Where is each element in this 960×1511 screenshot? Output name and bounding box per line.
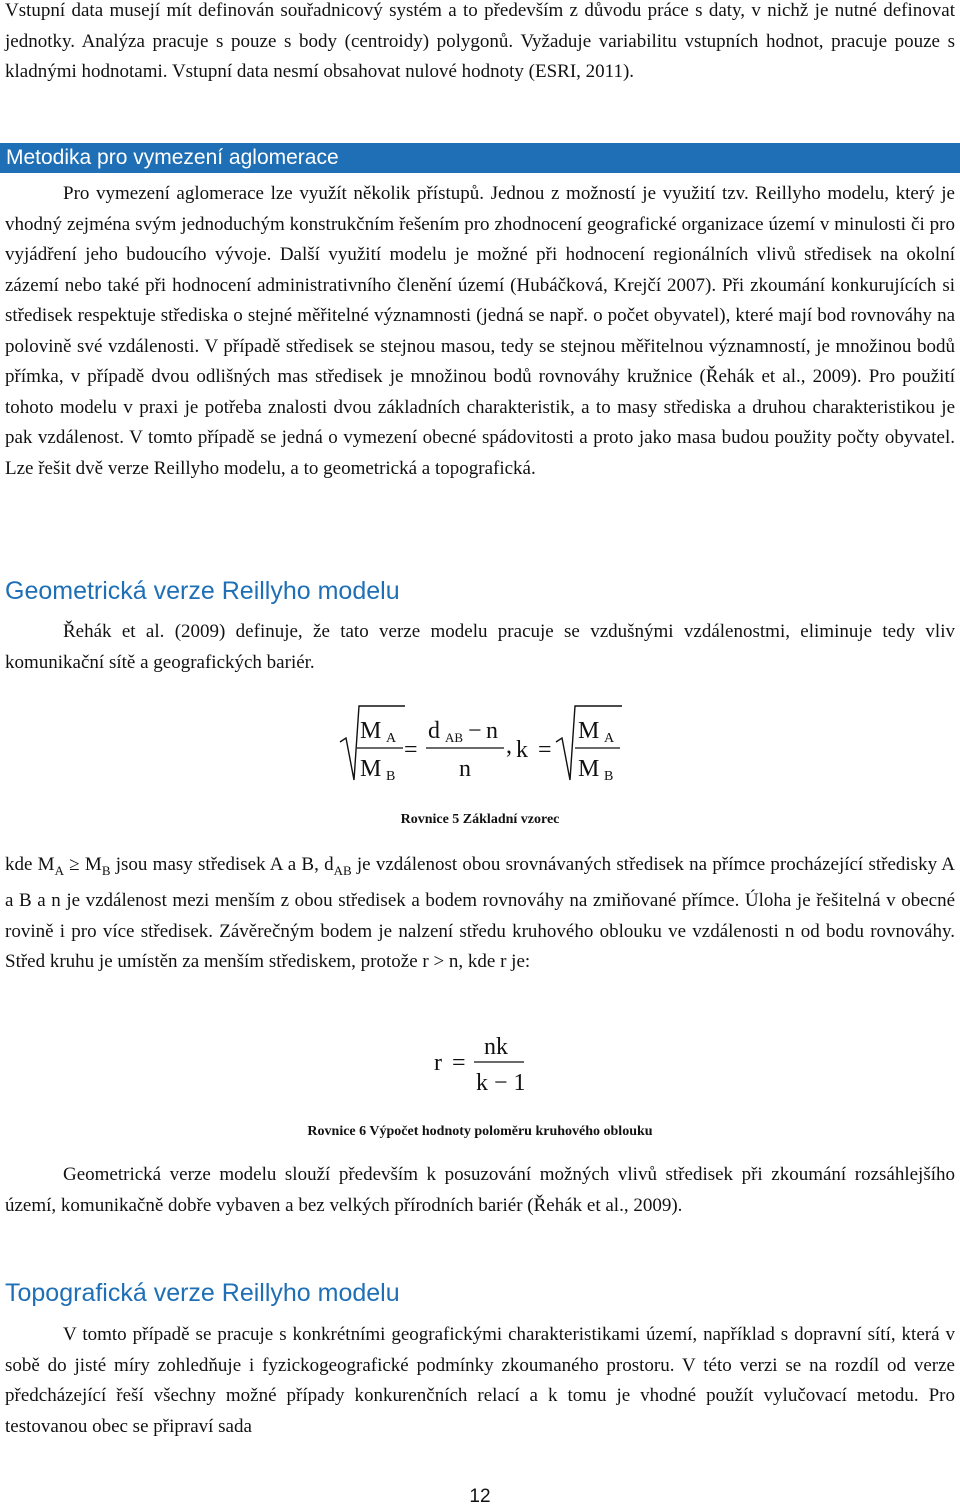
eq6-equals: =: [452, 1050, 466, 1076]
equation-6-caption: Rovnice 6 Výpočet hodnoty poloměru kruhového oblouku: [307, 1124, 653, 1139]
eq5-n-bottom: n: [459, 756, 471, 782]
explain-sub-ab: AB: [333, 862, 352, 878]
explain-ge: ≥ M: [63, 854, 102, 875]
eq5-sub-a: A: [386, 731, 397, 746]
eq5-k: k: [516, 737, 528, 763]
eq5-minus: −: [468, 718, 482, 744]
eq5-sub-a-right: A: [604, 731, 615, 746]
eq5-equals-1: =: [404, 737, 418, 763]
topographic-version-paragraph: V tomto případě se pracuje s konkrétními geografickými charakteristikami území, například s dopravní sítí, která v sobě do jisté míry zohledňuje i fyzickogeografické podmínky zkoumaného prostoru. V této verzi se na rozdíl od verze předcházející řeší všechny možné případy konkurenčních relací a k tomu je vhodné použít vylučovací metodu. Pro testovanou obec se připraví sada: [5, 1324, 955, 1437]
eq5-mass-a-right: M: [578, 718, 600, 744]
eq6-denominator: k − 1: [476, 1070, 526, 1096]
eq6-r: r: [434, 1050, 442, 1076]
explain-mid: jsou masy středisek A a B, d: [110, 854, 334, 875]
intro-paragraph: Vstupní data musejí mít definován souřadnicový systém a to především z důvodu práce s daty, v nichž je nutné definovat jednotky. Analýza pracuje s pouze s body (centroidy) polygonů. Vyžaduje variabilitu vstupních hodnot, pracuje pouze s kladnými hodnotami. Vstupní data nesmí obsahovat nulové hodnoty (ESRI, 2011).: [5, 0, 955, 82]
eq5-n-top: n: [486, 718, 498, 744]
geometric-version-heading: Geometrická verze Reillyho modelu: [5, 577, 400, 605]
eq5-mass-a: M: [360, 718, 382, 744]
page-number: 12: [469, 1486, 491, 1507]
explain-rest: je vzdálenost obou srovnávaných středisek na přímce procházející středisky A a B a n je vzdálenost mezi menším z obou středisek a bodem rovnováhy na zmiňované přímce. Úloha je řešitelná v obecné rovině i pro více středisek. Závěrečným bodem je nalzení středu kruhového oblouku ve vzdálenosti n od bodu rovnováhy. Střed kruhu je umístěn za menším střediskem, protože r > n, kde r je:: [5, 854, 955, 973]
eq5-d: d: [428, 718, 440, 744]
eq5-comma: ,: [506, 733, 512, 759]
method-paragraph: Pro vymezení aglomerace lze využít několik přístupů. Jednou z možností je využití tzv. Reillyho modelu, který je vhodný zejména svým jednoduchým konstrukčním řešením pro zhodnocení geografické organizace území v minulosti či pro vyjádření jeho budoucího vývoje. Další využití modelu je možné při hodnocení regionálních vlivů středisek na okolní zázemí nebo také při hodnocení administrativního členění území (Hubáčková, Krejčí 2007). Při zkoumání konkurujících si středisek respektuje střediska o stejné měřitelné významnosti (jedná se např. o počet obyvatel), které mají bod rovnováhy na polovině své vzdálenosti. V případě středisek se stejnou masou, tedy se stejnou měřitelnou významností, je množinou bodů přímka, v případě dvou odlišných mas středisek je množinou bodů rovnováhy kružnice (Řehák et al., 2009). Pro použití tohoto modelu v praxi je potřeba znalosti dvou základních charakteristik, a to masy střediska a druhou charakteristikou je pak vzdálenost. V tomto případě se jedná o vymezení obecné spádovitosti a proto jako masa budou použity počty obyvatel. Lze řešit dvě verze Reillyho modelu, a to geometrická a topografická.: [5, 183, 955, 479]
topographic-version-heading: Topografická verze Reillyho modelu: [5, 1279, 400, 1307]
geometric-use-paragraph: Geometrická verze modelu slouží především k posuzování možných vlivů středisek při zkoumání rozsáhlejšího území, komunikačně dobře vybaven a bez velkých přírodních bariér (Řehák et al., 2009).: [5, 1164, 955, 1216]
eq5-mass-b-right: M: [578, 756, 600, 782]
section-heading: Metodika pro vymezení aglomerace: [6, 146, 339, 169]
geometric-version-paragraph: Řehák et al. (2009) definuje, že tato verze modelu pracuje se vzdušnými vzdálenostmi, eliminuje tedy vliv komunikační sítě a geografických bariér.: [5, 621, 955, 673]
explain-sub-a: A: [54, 862, 64, 878]
eq5-sub-b: B: [386, 769, 396, 784]
explain-sub-b: B: [101, 862, 111, 878]
eq5-mass-b: M: [360, 756, 382, 782]
eq6-numerator: nk: [484, 1034, 508, 1060]
explain-kde: kde M: [5, 854, 55, 875]
eq5-sub-ab: AB: [445, 730, 464, 745]
eq5-equals-2: =: [538, 737, 552, 763]
eq5-sub-b-right: B: [604, 769, 614, 784]
equation-5-caption: Rovnice 5 Základní vzorec: [400, 812, 560, 827]
